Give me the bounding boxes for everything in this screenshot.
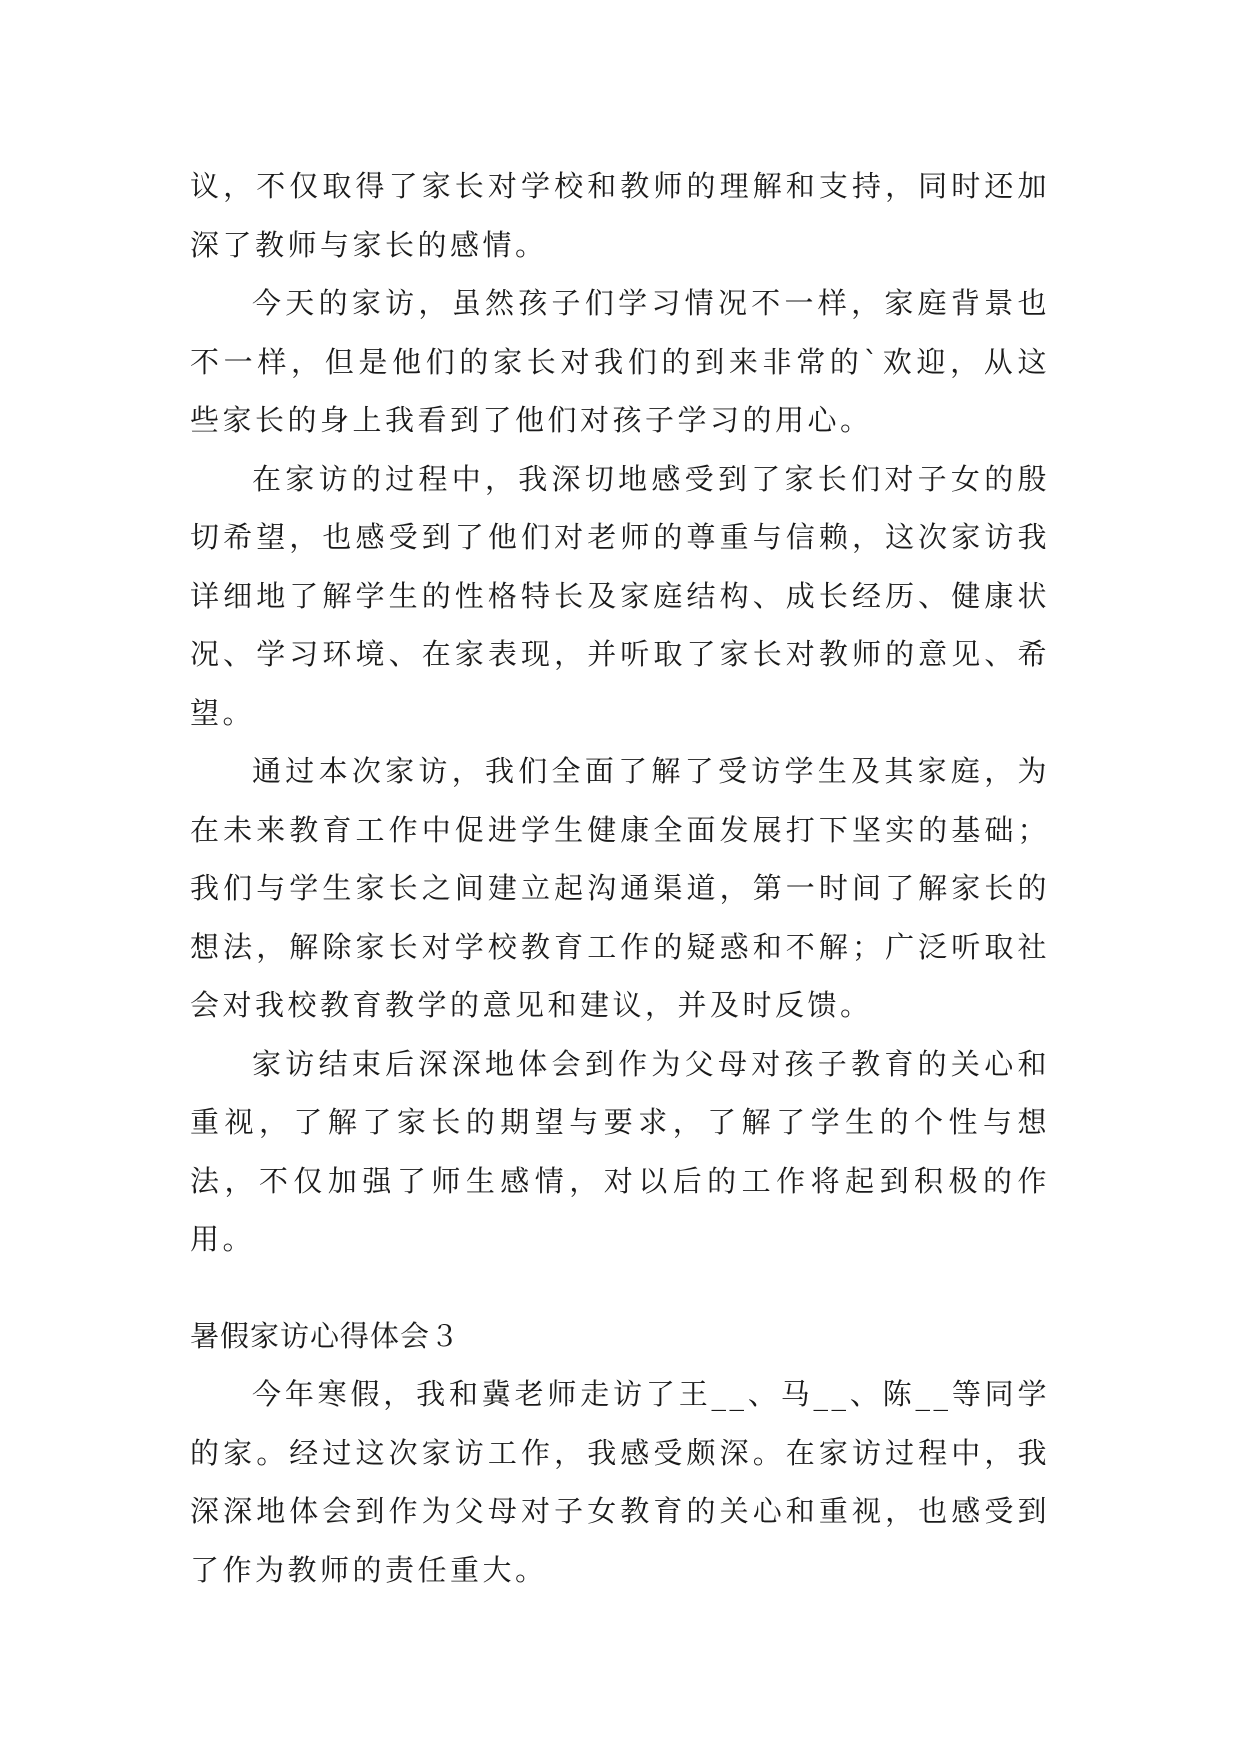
paragraph-4: 通过本次家访，我们全面了解了受访学生及其家庭，为在未来教育工作中促进学生健康全面发展打下坚实的基础；我们与学生家长之间建立起沟通渠道，第一时间了解家长的想法，解除家长对学校教育工作的疑惑和不解；广泛听取社会对我校教育教学的意见和建议，并及时反馈。 (190, 754, 1050, 1022)
section-paragraph-1: 今年寒假，我和冀老师走访了王__、马__、陈__等同学的家。经过这次家访工作，我感受颇深。在家访过程中，我深深地体会到作为父母对子女教育的关心和重视，也感受到了作为教师的责任重大。 (190, 1377, 1050, 1587)
document-body (190, 157, 1050, 1599)
paragraph-1: 议，不仅取得了家长对学校和教师的理解和支持，同时还加深了教师与家长的感情。 (190, 169, 1050, 262)
paragraph-2: 今天的家访，虽然孩子们学习情况不一样，家庭背景也不一样，但是他们的家长对我们的到来非常的`欢迎，从这些家长的身上我看到了他们对孩子学习的用心。 (190, 286, 1050, 437)
section-heading: 暑假家访心得体会３ (190, 1318, 461, 1353)
paragraph-5: 家访结束后深深地体会到作为父母对孩子教育的关心和重视，了解了家长的期望与要求，了解了学生的个性与想法，不仅加强了师生感情，对以后的工作将起到积极的作用。 (190, 1046, 1050, 1256)
paragraph-3: 在家访的过程中，我深切地感受到了家长们对子女的殷切希望，也感受到了他们对老师的尊重与信赖，这次家访我详细地了解学生的性格特长及家庭结构、成长经历、健康状况、学习环境、在家表现，并听取了家长对教师的意见、希望。 (190, 461, 1050, 730)
